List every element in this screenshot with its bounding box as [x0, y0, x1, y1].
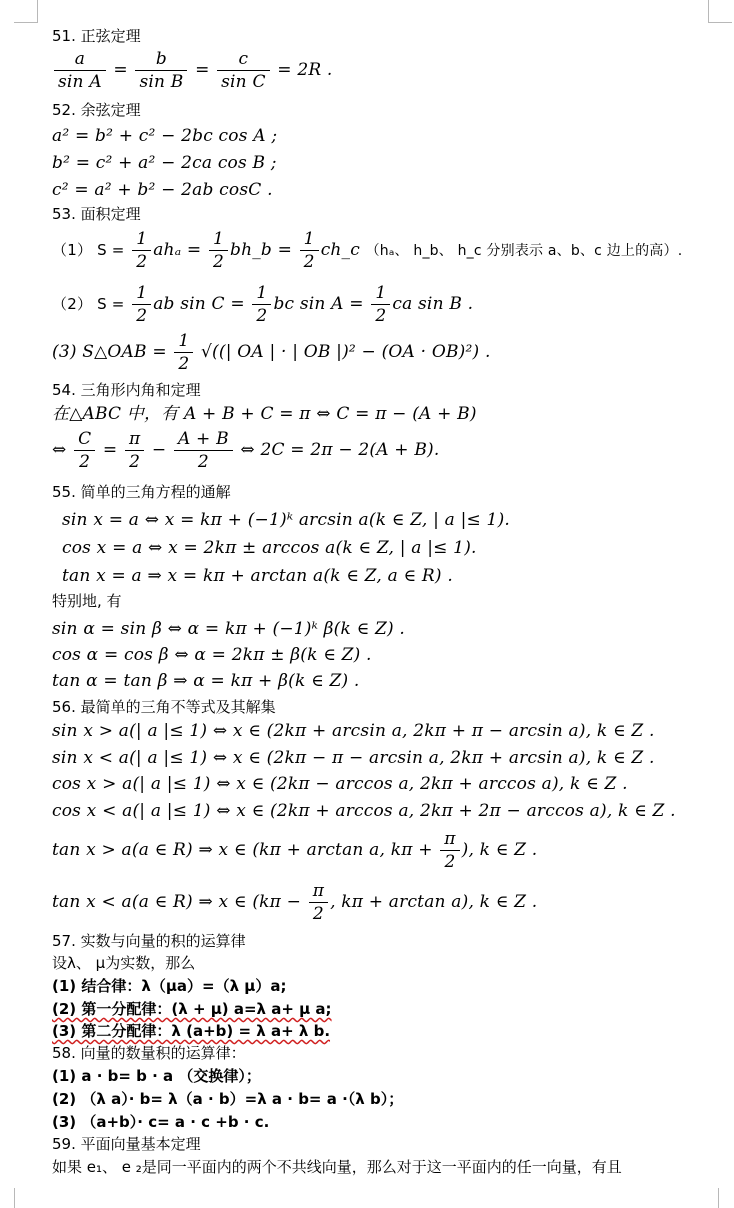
inequality-tan-lt: tan x < a(a ∈ R) ⇒ x ∈ (kπ − $\frac{\pi}{2}$ , kπ + arctan a), k ∈ Z . — [52, 881, 538, 924]
area-formula-1: （1） S = $\frac{1}{2}$ ahₐ = $\frac{1}{2}$ bh_b = $\frac{1}{2}$ ch_c （hₐ、 h_b、 h_c 分别表示 a、b、c 边上的高）. — [52, 229, 683, 272]
scalar-vector-intro: 设λ、 μ为实数，那么 — [52, 954, 196, 972]
associative-law: (1) 结合律：λ（μa）=（λ μ）a; — [52, 977, 287, 995]
heading-52: 52. 余弦定理 — [52, 101, 141, 119]
page-corner-mark-top-left-h — [14, 22, 38, 23]
angle-sum-line-2: ⇔ $\frac{C}{2}$ = $\frac{\pi}{2}$ − $\frac{A + B}{2}$ ⇔ 2C = 2π − 2(A + B). — [52, 429, 440, 472]
heading-54: 54. 三角形内角和定理 — [52, 381, 201, 399]
general-solution-cos: cos x = a ⇔ x = 2kπ ± arccos a(k ∈ Z, | a |≤ 1). — [62, 538, 477, 558]
general-solution-sin: sin x = a ⇔ x = kπ + (−1)ᵏ arcsin a(k ∈ Z, | a |≤ 1). — [62, 510, 511, 530]
general-solution-tan: tan x = a ⇒ x = kπ + arctan a(k ∈ Z, a ∈ R) . — [62, 566, 453, 586]
heading-53: 53. 面积定理 — [52, 205, 141, 223]
basis-theorem-text: 如果 e₁、 e ₂是同一平面内的两个不共线向量，那么对于这一平面内的任一向量，有且 — [52, 1158, 622, 1176]
fraction: $\frac{1}{2}$ — [371, 282, 390, 327]
dot-product-scalar: (2) （λ a）· b= λ（a · b）=λ a · b= a ·（λ b）； — [52, 1090, 404, 1108]
page-corner-mark-top-left — [37, 0, 38, 22]
fraction: $\frac{1}{2}$ — [300, 228, 319, 273]
heading-57: 57. 实数与向量的积的运算律 — [52, 932, 246, 950]
dot-product-commutative: (1) a · b= b · a （交换律）； — [52, 1067, 261, 1085]
fraction: $\frac{1}{2}$ — [209, 228, 228, 273]
angle-sum-line-1: 在△ABC 中，有 A + B + C = π ⇔ C = π − (A + B) — [52, 404, 477, 424]
sine-law-formula: $\frac{a}{\text{sin A}}$ = $\frac{b}{\text{sin B}}$ = $\frac{c}{\text{sin C}}$ = 2R . — [52, 48, 333, 93]
inequality-tan-gt: tan x > a(a ∈ R) ⇒ x ∈ (kπ + arctan a, kπ + $\frac{\pi}{2}$ ), k ∈ Z . — [52, 829, 538, 872]
fraction: $\frac{\pi}{2}$ — [440, 828, 459, 873]
inequality-sin-gt: sin x > a(| a |≤ 1) ⇔ x ∈ (2kπ + arcsin a, 2kπ + π − arcsin a), k ∈ Z . — [52, 721, 655, 741]
area-formula-2: （2） S = $\frac{1}{2}$ ab sin C = $\frac{1}{2}$ bc sin A = $\frac{1}{2}$ ca sin B . — [52, 283, 474, 326]
heading-51: 51. 正弦定理 — [52, 27, 141, 45]
page-corner-mark-top-right-h — [708, 22, 732, 23]
fraction: $\frac{a}{\text{sin A}}$ — [54, 48, 106, 93]
heading-58: 58. 向量的数量积的运算律： — [52, 1044, 246, 1062]
second-distributive-law: (3) 第二分配律：λ (a+b) = λ a+ λ b. — [52, 1022, 331, 1040]
fraction: $\frac{1}{2}$ — [174, 330, 193, 375]
fraction: $\frac{\pi}{2}$ — [125, 428, 144, 473]
special-case-label: 特别地, 有 — [52, 592, 122, 610]
fraction: $\frac{c}{\text{sin C}}$ — [217, 48, 270, 93]
inequality-sin-lt: sin x < a(| a |≤ 1) ⇔ x ∈ (2kπ − π − arcsin a, 2kπ + arcsin a), k ∈ Z . — [52, 748, 655, 768]
fraction: $\frac{\pi}{2}$ — [309, 880, 328, 925]
special-sin: sin α = sin β ⇔ α = kπ + (−1)ᵏ β(k ∈ Z) . — [52, 619, 406, 639]
fraction: $\frac{b}{\text{sin B}}$ — [135, 48, 187, 93]
dot-product-distributive: (3) （a+b）· c= a · c +b · c. — [52, 1113, 270, 1131]
special-cos: cos α = cos β ⇔ α = 2kπ ± β(k ∈ Z) . — [52, 645, 372, 665]
fraction: $\frac{A + B}{2}$ — [174, 428, 233, 473]
heading-59: 59. 平面向量基本定理 — [52, 1135, 201, 1153]
area-formula-3: (3) S△OAB = $\frac{1}{2}$ √((| OA | · | OB |)² − (OA · OB)²) . — [52, 331, 491, 374]
first-distributive-law: (2) 第一分配律：(λ + μ) a=λ a+ μ a; — [52, 1000, 332, 1018]
fraction: $\frac{1}{2}$ — [132, 282, 151, 327]
fraction: $\frac{C}{2}$ — [74, 428, 95, 473]
inequality-cos-lt: cos x < a(| a |≤ 1) ⇔ x ∈ (2kπ + arccos a, 2kπ + 2π − arccos a), k ∈ Z . — [52, 801, 676, 821]
cosine-law-a: a² = b² + c² − 2bc cos A ; — [52, 126, 278, 146]
page-corner-mark-top-right — [708, 0, 709, 22]
heading-55: 55. 简单的三角方程的通解 — [52, 483, 231, 501]
fraction: $\frac{1}{2}$ — [252, 282, 271, 327]
inequality-cos-gt: cos x > a(| a |≤ 1) ⇔ x ∈ (2kπ − arccos a, 2kπ + arccos a), k ∈ Z . — [52, 774, 628, 794]
page-corner-mark-bottom-left — [14, 1188, 15, 1208]
cosine-law-b: b² = c² + a² − 2ca cos B ; — [52, 153, 277, 173]
heading-56: 56. 最简单的三角不等式及其解集 — [52, 698, 276, 716]
fraction: $\frac{1}{2}$ — [132, 228, 151, 273]
special-tan: tan α = tan β ⇒ α = kπ + β(k ∈ Z) . — [52, 671, 360, 691]
page-corner-mark-bottom-right — [718, 1188, 719, 1208]
cosine-law-c: c² = a² + b² − 2ab cosC . — [52, 180, 273, 200]
